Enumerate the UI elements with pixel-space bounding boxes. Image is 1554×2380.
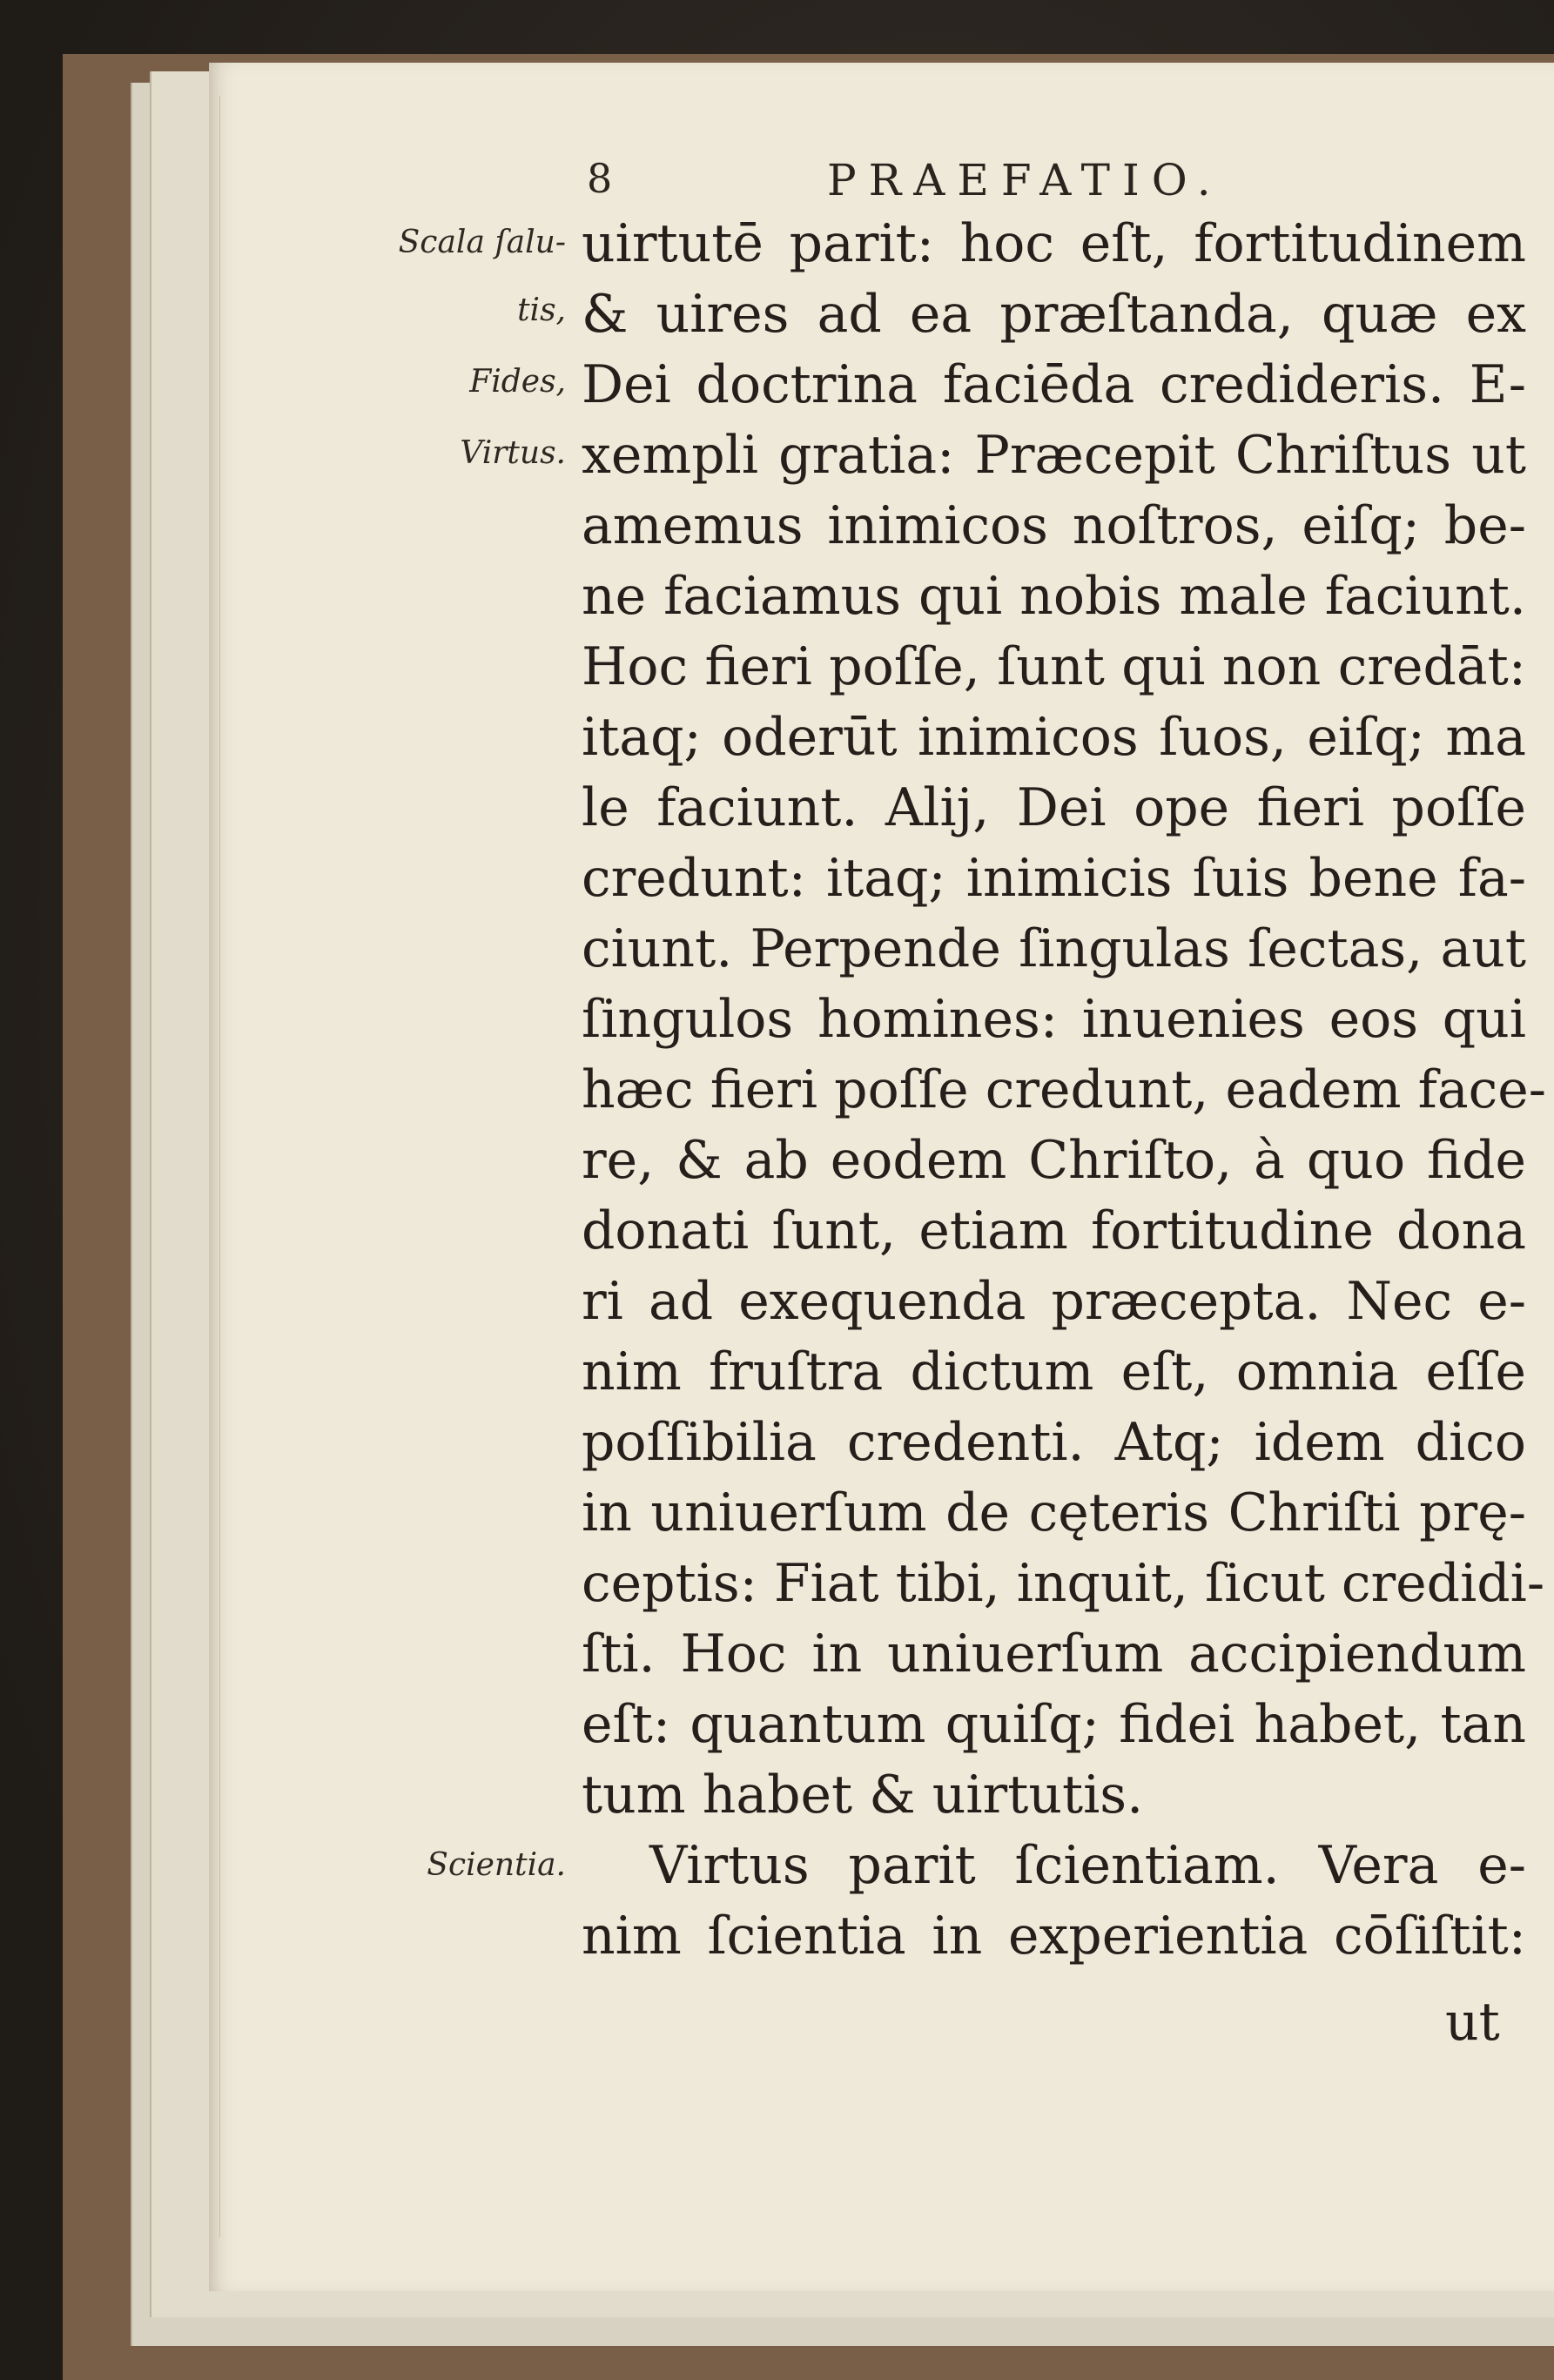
text-line: in uniuerſum de cęteris Chriſti prę- — [582, 1482, 1526, 1543]
text-line: nim ſcientia in experientia cōſiſtit: — [582, 1906, 1526, 1967]
text-line: tum habet & uirtutis. — [582, 1765, 1144, 1825]
text-line: & uires ad ea præſtanda, quæ ex — [582, 284, 1526, 345]
body-text — [582, 209, 1546, 1972]
text-line: donati ſunt, etiam fortitudine dona — [582, 1200, 1526, 1261]
marginal-notes — [209, 0, 566, 2380]
running-title: PRAEFATIO. — [827, 155, 1223, 205]
text-line: ſingulos homines: inuenies eos qui — [582, 989, 1526, 1050]
text-line: re, & ab eodem Chriſto, à quo fide — [582, 1130, 1526, 1191]
margin-note: Virtus. — [460, 435, 566, 471]
text-line: ſti. Hoc in uniuerſum accipiendum — [582, 1624, 1526, 1684]
text-line: amemus inimicos noſtros, eiſq; be- — [582, 495, 1526, 556]
text-line: nim fruſtra dictum eſt, omnia eſſe — [582, 1341, 1526, 1402]
margin-note: tis, — [517, 292, 566, 328]
text-line: Hoc fieri poſſe, ſunt qui non credāt: — [582, 636, 1526, 697]
text-line: ceptis: Fiat tibi, inquit, ſicut credidi- — [582, 1553, 1545, 1614]
text-line: hæc fieri poſſe credunt, eadem face- — [582, 1059, 1546, 1120]
margin-note: Fides, — [469, 364, 566, 400]
text-line: eſt: quantum quiſq; fidei habet, tan — [582, 1694, 1526, 1755]
text-line: ciunt. Perpende ſingulas ſectas, aut — [582, 918, 1526, 979]
text-line: ri ad exequenda præcepta. Nec e- — [582, 1271, 1526, 1332]
text-line: poſſibilia credenti. Atq; idem dico — [582, 1412, 1526, 1473]
margin-note: Scala ſalu- — [398, 225, 566, 260]
page-number: 8 — [587, 155, 613, 202]
text-line: Dei doctrina faciēda credideris. E- — [582, 354, 1526, 415]
text-line: uirtutē parit: hoc eſt, fortitudinem — [582, 213, 1526, 274]
text-line: Virtus parit ſcientiam. Vera e- — [649, 1835, 1526, 1896]
text-line: credunt: itaq; inimicis ſuis bene fa- — [582, 848, 1526, 909]
text-line: ne faciamus qui nobis male faciunt. — [582, 566, 1526, 627]
text-line: le faciunt. Alij, Dei ope fieri poſſe — [582, 777, 1526, 838]
text-line: xempli gratia: Præcepit Chriſtus ut — [582, 425, 1526, 486]
catchword: ut — [1445, 1992, 1500, 2053]
margin-note: Scientia. — [427, 1847, 566, 1883]
text-line: itaq; oderūt inimicos ſuos, eiſq; ma — [582, 707, 1526, 768]
